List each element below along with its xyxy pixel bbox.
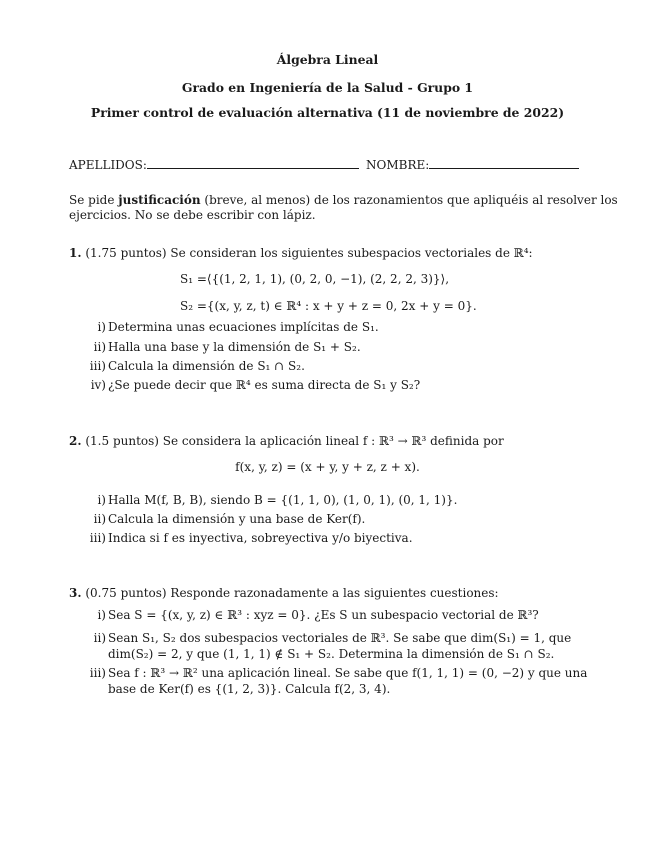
apellidos-field bbox=[69, 157, 359, 173]
q3-item-number: i) bbox=[97, 608, 106, 622]
question-2-number: 2. bbox=[69, 434, 82, 448]
nombre-label: NOMBRE: bbox=[366, 158, 430, 172]
q2-item-text: Indica si f es inyectiva, sobreyectiva y/o biyectiva. bbox=[108, 531, 413, 545]
q3-item-line: Sea f : ℝ³ → ℝ² una aplicación lineal. Se sabe que f(1, 1, 1) = (0, −2) y que una bbox=[108, 666, 588, 680]
q1-item-text: Determina unas ecuaciones implícitas de S₁. bbox=[108, 320, 379, 334]
apellidos-label: APELLIDOS: bbox=[69, 158, 147, 172]
q3-item-line: base de Ker(f) es {(1, 2, 3)}. Calcula f(2, 3, 4). bbox=[108, 682, 391, 696]
question-3-number: 3. bbox=[69, 586, 82, 600]
instructions-line-2: ejercicios. No se debe escribir con lápiz. bbox=[69, 208, 316, 222]
q2-item-text: Halla M(f, B, B), siendo B = {(1, 1, 0), (1, 0, 1), (0, 1, 1)}. bbox=[108, 493, 458, 507]
q1-item-number: i) bbox=[97, 320, 106, 334]
q2-item-number: ii) bbox=[93, 512, 106, 526]
question-1-number: 1. bbox=[69, 246, 82, 260]
q1-subspace-s2: S₂ ={(x, y, z, t) ∈ ℝ⁴ : x + y + z = 0, 2x + y = 0}. bbox=[180, 299, 477, 313]
q3-item-line: Sean S₁, S₂ dos subespacios vectoriales de ℝ³. Se sabe que dim(S₁) = 1, que bbox=[108, 631, 572, 645]
nombre-blank-line bbox=[429, 157, 579, 169]
question-3-intro: 3. (0.75 puntos) Responde razonadamente a las siguientes cuestiones: bbox=[69, 586, 499, 600]
q2-item-text: Calcula la dimensión y una base de Ker(f). bbox=[108, 512, 366, 526]
exam-title: Primer control de evaluación alternativa (11 de noviembre de 2022) bbox=[90, 105, 565, 120]
q1-subspace-s1: S₁ =⟨{(1, 2, 1, 1), (0, 2, 0, −1), (2, 2, 2, 3)}⟩, bbox=[180, 272, 450, 286]
q2-formula: f(x, y, z) = (x + y, y + z, z + x). bbox=[235, 460, 420, 474]
q3-item-number: iii) bbox=[89, 666, 106, 680]
q1-item-text: ¿Se puede decir que ℝ⁴ es suma directa de S₁ y S₂? bbox=[108, 378, 421, 392]
apellidos-blank-line bbox=[147, 157, 359, 169]
question-1-intro: 1. (1.75 puntos) Se consideran los siguientes subespacios vectoriales de ℝ⁴: bbox=[69, 246, 533, 260]
q1-item-number: iv) bbox=[90, 378, 106, 392]
q3-item-number: ii) bbox=[93, 631, 106, 645]
question-2-intro: 2. (1.5 puntos) Se considera la aplicación lineal f : ℝ³ → ℝ³ definida por bbox=[69, 434, 504, 448]
q3-item-line: Sea S = {(x, y, z) ∈ ℝ³ : xyz = 0}. ¿Es S un subespacio vectorial de ℝ³? bbox=[108, 608, 539, 622]
course-title: Álgebra Lineal bbox=[276, 52, 379, 67]
q2-item-number: i) bbox=[97, 493, 106, 507]
q1-item-text: Calcula la dimensión de S₁ ∩ S₂. bbox=[108, 359, 305, 373]
q1-item-text: Halla una base y la dimensión de S₁ + S₂. bbox=[108, 340, 361, 354]
instructions-line-1: Se pide justificación (breve, al menos) de los razonamientos que apliquéis al resolver los bbox=[69, 193, 618, 207]
justificacion-bold: justificación bbox=[118, 193, 201, 207]
q2-item-number: iii) bbox=[89, 531, 106, 545]
q3-item-line: dim(S₂) = 2, y que (1, 1, 1) ∉ S₁ + S₂. Determina la dimensión de S₁ ∩ S₂. bbox=[108, 647, 555, 661]
q1-item-number: ii) bbox=[93, 340, 106, 354]
nombre-field bbox=[366, 157, 579, 173]
q1-item-number: iii) bbox=[89, 359, 106, 373]
degree-title: Grado en Ingeniería de la Salud - Grupo 1 bbox=[181, 80, 474, 95]
